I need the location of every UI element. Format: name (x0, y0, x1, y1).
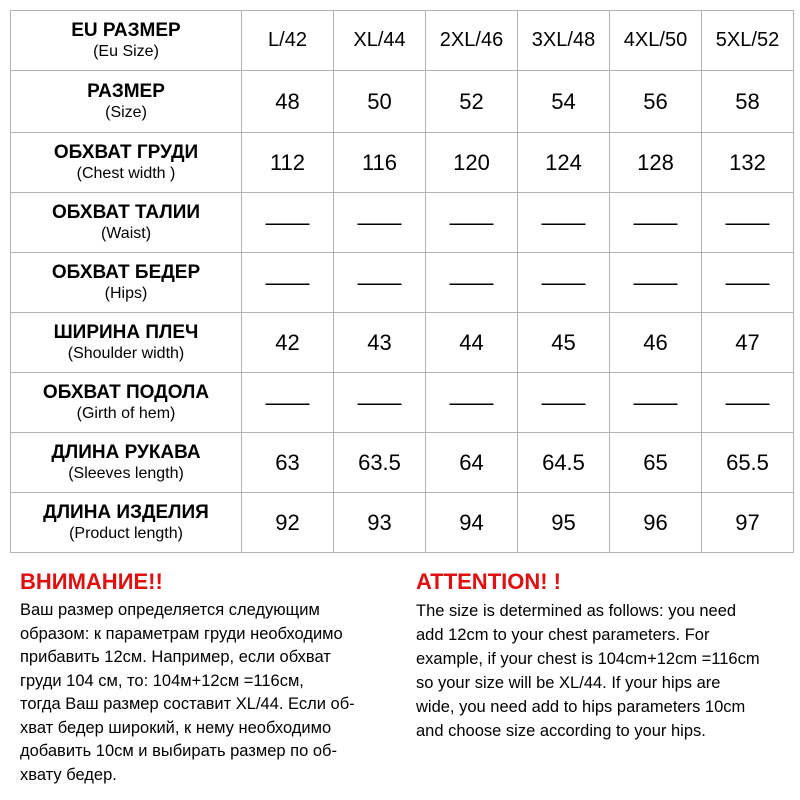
size-column-header: L/42 (242, 11, 334, 71)
table-cell: —— (610, 373, 702, 433)
row-label: ШИРИНА ПЛЕЧ (53, 322, 199, 343)
size-column-header: 5XL/52 (702, 11, 794, 71)
row-label-cell (11, 433, 242, 493)
table-cell: —— (518, 373, 610, 433)
table-row (11, 133, 794, 193)
attention-note-ru (20, 565, 405, 787)
attention-title-ru: ВНИМАНИЕ!! (20, 569, 163, 594)
table-cell: 45 (518, 313, 610, 373)
row-label-cell (11, 11, 242, 71)
size-column-header: 3XL/48 (518, 11, 610, 71)
row-label-cell (11, 253, 242, 313)
table-cell: 43 (334, 313, 426, 373)
table-cell: —— (334, 373, 426, 433)
row-sublabel: (Girth of hem) (76, 405, 176, 422)
row-label-cell (11, 493, 242, 553)
table-cell: —— (334, 193, 426, 253)
table-cell: 128 (610, 133, 702, 193)
table-cell: —— (610, 253, 702, 313)
size-table-grid (10, 10, 794, 553)
row-sublabel: (Waist) (100, 225, 152, 242)
table-cell: 92 (242, 493, 334, 553)
table-cell: 44 (426, 313, 518, 373)
row-label-cell (11, 71, 242, 133)
table-cell: 97 (702, 493, 794, 553)
size-table-body (11, 11, 794, 553)
row-label-cell (11, 133, 242, 193)
row-label: ОБХВАТ ТАЛИИ (51, 202, 201, 223)
row-sublabel: (Product length) (69, 525, 183, 542)
table-cell: —— (426, 253, 518, 313)
size-chart-table (10, 10, 794, 552)
table-cell: 116 (334, 133, 426, 193)
row-sublabel: (Sleeves length) (68, 465, 184, 482)
table-cell: 50 (334, 71, 426, 133)
table-cell: —— (702, 193, 794, 253)
table-cell: 63 (242, 433, 334, 493)
table-cell: —— (426, 373, 518, 433)
table-row (11, 313, 794, 373)
table-row (11, 11, 794, 71)
table-cell: —— (518, 253, 610, 313)
table-row (11, 193, 794, 253)
row-sublabel: (Size) (105, 104, 147, 121)
table-row (11, 253, 794, 313)
table-row (11, 493, 794, 553)
table-cell: 46 (610, 313, 702, 373)
row-sublabel: (Shoulder width) (67, 345, 185, 362)
table-cell: 95 (518, 493, 610, 553)
table-cell: 65.5 (702, 433, 794, 493)
row-label: РАЗМЕР (87, 81, 165, 102)
attention-body-ru: Ваш размер определяется следующим образом: к параметрам груди необходимо прибавить 12см. Например, если обхват груди 104 см, то: 104м+12см =116см, тогда Ваш размер составит XL/44. Если об- хват бедер широкий, к нему необходимо добавить 10см и выбирать размер по об- хвату бедер. (20, 601, 355, 784)
size-column-header: XL/44 (334, 11, 426, 71)
table-cell: 120 (426, 133, 518, 193)
row-label: ДЛИНА РУКАВА (51, 442, 201, 463)
table-cell: 48 (242, 71, 334, 133)
row-label-cell (11, 373, 242, 433)
table-cell: —— (426, 193, 518, 253)
row-label: ОБХВАТ ГРУДИ (53, 142, 199, 163)
row-label: ДЛИНА ИЗДЕЛИЯ (43, 502, 209, 523)
table-cell: 58 (702, 71, 794, 133)
table-cell: 47 (702, 313, 794, 373)
table-cell: 64.5 (518, 433, 610, 493)
row-sublabel: (Eu Size) (93, 43, 159, 60)
table-cell: 42 (242, 313, 334, 373)
table-cell: 64 (426, 433, 518, 493)
size-column-header: 4XL/50 (610, 11, 702, 71)
row-label-cell (11, 193, 242, 253)
table-cell: —— (334, 253, 426, 313)
table-cell: 93 (334, 493, 426, 553)
row-sublabel: (Hips) (104, 285, 148, 302)
table-cell: 63.5 (334, 433, 426, 493)
row-sublabel: (Chest width ) (76, 165, 176, 182)
row-label: ОБХВАТ БЕДЕР (51, 262, 201, 283)
table-cell: —— (242, 253, 334, 313)
table-cell: 65 (610, 433, 702, 493)
attention-title-en: ATTENTION! ! (416, 569, 562, 594)
table-cell: —— (242, 373, 334, 433)
table-cell: 52 (426, 71, 518, 133)
table-cell: 56 (610, 71, 702, 133)
attention-body-en: The size is determined as follows: you need add 12cm to your chest parameters. For example, if your chest is 104cm+12cm =116cm so your size will be XL/44. If your hips are wide, you need add to hips parameters 10cm and choose size according to your hips. (416, 602, 760, 740)
row-label: ОБХВАТ ПОДОЛА (42, 382, 210, 403)
table-cell: —— (702, 373, 794, 433)
table-cell: 124 (518, 133, 610, 193)
size-column-header: 2XL/46 (426, 11, 518, 71)
table-row (11, 433, 794, 493)
table-cell: 112 (242, 133, 334, 193)
table-cell: —— (242, 193, 334, 253)
table-row (11, 373, 794, 433)
table-cell: 96 (610, 493, 702, 553)
table-cell: —— (610, 193, 702, 253)
table-cell: 54 (518, 71, 610, 133)
table-cell: —— (702, 253, 794, 313)
row-label-cell (11, 313, 242, 373)
table-cell: —— (518, 193, 610, 253)
table-row (11, 71, 794, 133)
table-cell: 94 (426, 493, 518, 553)
table-cell: 132 (702, 133, 794, 193)
attention-note-en (416, 565, 800, 743)
row-label: EU РАЗМЕР (71, 20, 181, 41)
